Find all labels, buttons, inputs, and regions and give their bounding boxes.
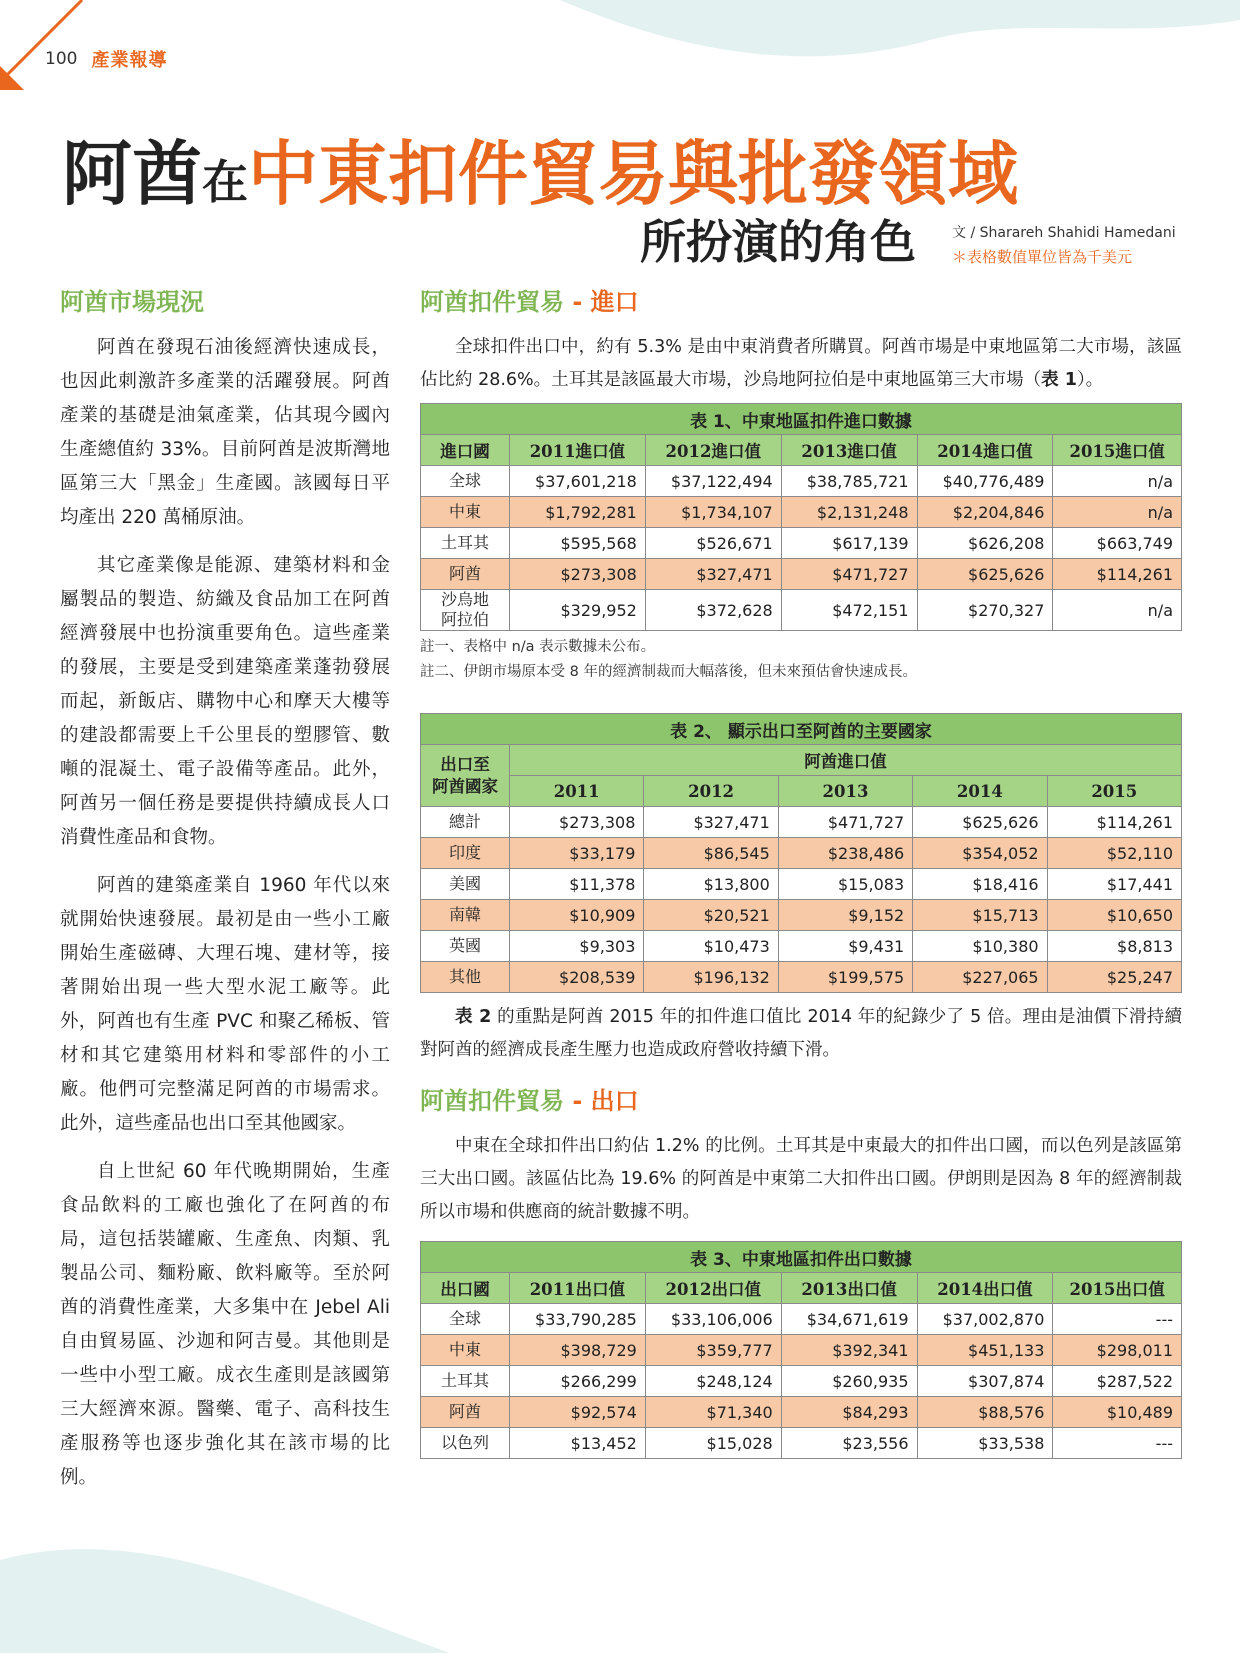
export-heading: [420, 1081, 1182, 1116]
exporters-table-value-cell: $354,052: [913, 838, 1047, 869]
import-table-value-cell: $2,204,846: [917, 497, 1053, 528]
export-table-row: [421, 1428, 1182, 1459]
unit-note: ＊表格數值單位皆為千美元: [952, 248, 1133, 266]
exporters-table-value-cell: $227,065: [913, 962, 1047, 993]
left-paragraph: 阿酋的建築產業自 1960 年代以來就開始快速發展。最初是由一些小工廠開始生產磁磚、大理石塊、建材等，接著開始出現一些大型水泥工廠等。此外，阿酋也有生產 PVC 和聚乙稀板、管材和其它建築用材料和零部件的小工廠。他們可完整滿足阿酋的市場需求。此外，這些產品也出口至其他國家。: [60, 875, 390, 1134]
export-table-country-cell: 中東: [421, 1335, 510, 1366]
exporters-table-value-cell: $238,486: [778, 838, 912, 869]
exporters-table-value-cell: $9,152: [778, 900, 912, 931]
exporters-table-country-cell: 英國: [421, 931, 510, 962]
import-table-value-cell: n/a: [1053, 590, 1182, 631]
export-table-value-cell: $84,293: [781, 1397, 917, 1428]
exporters-table-row: [421, 869, 1182, 900]
exporters-table-year: 2012: [644, 776, 778, 807]
exporters-table-year: 2011: [510, 776, 644, 807]
export-table-row: [421, 1397, 1182, 1428]
export-table-header: 2013出口值: [781, 1273, 917, 1304]
export-table-header: 2011出口值: [510, 1273, 646, 1304]
export-table-country-cell: 以色列: [421, 1428, 510, 1459]
import-paragraph-end: ）。: [1076, 370, 1104, 390]
exporters-table-value-cell: $327,471: [644, 807, 778, 838]
exporters-table: [420, 713, 1182, 993]
export-table-value-cell: $23,556: [781, 1428, 917, 1459]
import-table-value-cell: $37,601,218: [510, 466, 646, 497]
export-table-value-cell: $451,133: [917, 1335, 1053, 1366]
exporters-table-row-header: 出口至 阿酋國家: [421, 745, 510, 807]
import-table-value-cell: n/a: [1053, 497, 1182, 528]
import-table-row: [421, 497, 1182, 528]
import-table-value-cell: $2,131,248: [781, 497, 917, 528]
export-table-value-cell: $260,935: [781, 1366, 917, 1397]
export-table-value-cell: $13,452: [510, 1428, 646, 1459]
exporters-table-value-cell: $10,380: [913, 931, 1047, 962]
exporters-table-body: [421, 807, 1182, 993]
export-table-country-cell: 全球: [421, 1304, 510, 1335]
import-table-value-cell: $114,261: [1053, 559, 1182, 590]
export-table-value-cell: $392,341: [781, 1335, 917, 1366]
exporters-table-value-cell: $273,308: [510, 807, 644, 838]
export-table-value-cell: $307,874: [917, 1366, 1053, 1397]
export-table-header: 2012出口值: [645, 1273, 781, 1304]
exporters-table-row: [421, 838, 1182, 869]
exporters-table-row: [421, 931, 1182, 962]
exporters-table-value-cell: $10,473: [644, 931, 778, 962]
left-paragraph: 其它產業像是能源、建築材料和金屬製品的製造、紡織及食品加工在阿酋經濟發展中也扮演重要角色。這些產業的發展，主要是受到建築產業蓬勃發展而起，新飯店、購物中心和摩天大樓等的建設都需要上千公里長的塑膠管、數噸的混凝土、電子設備等產品。此外，阿酋另一個任務是要提供持續成長人口消費性產品和食物。: [60, 555, 390, 848]
exporters-table-value-cell: $208,539: [510, 962, 644, 993]
import-table-country-cell: 全球: [421, 466, 510, 497]
page-number: 100: [45, 49, 78, 69]
export-table-country-cell: 阿酋: [421, 1397, 510, 1428]
export-table-header: 2015出口值: [1053, 1273, 1182, 1304]
author-byline: 文 / Sharareh Shahidi Hamedani: [952, 225, 1176, 241]
import-table-row: [421, 559, 1182, 590]
exporters-table-value-cell: $199,575: [778, 962, 912, 993]
page-header: [45, 44, 167, 74]
import-heading-suffix: - 進口: [564, 288, 639, 316]
import-table-header: 2013進口值: [781, 435, 917, 466]
import-table-row: [421, 528, 1182, 559]
import-table-value-cell: $663,749: [1053, 528, 1182, 559]
import-table-country-cell: 沙烏地 阿拉伯: [421, 590, 510, 631]
import-table-row: [421, 466, 1182, 497]
import-table-value-cell: $595,568: [510, 528, 646, 559]
export-table-value-cell: $298,011: [1053, 1335, 1182, 1366]
import-table: [420, 403, 1182, 631]
import-table-value-cell: $471,727: [781, 559, 917, 590]
import-table-caption: 表 1、中東地區扣件進口數據: [421, 404, 1182, 435]
export-table-value-cell: $266,299: [510, 1366, 646, 1397]
import-table-value-cell: n/a: [1053, 466, 1182, 497]
exporters-table-value-cell: $20,521: [644, 900, 778, 931]
exporters-table-value-cell: $10,909: [510, 900, 644, 931]
table-note: 註一、表格中 n/a 表示數據未公布。: [420, 639, 656, 655]
export-table-value-cell: $71,340: [645, 1397, 781, 1428]
import-table-value-cell: $626,208: [917, 528, 1053, 559]
exporters-table-value-cell: $8,813: [1047, 931, 1181, 962]
import-table-value-cell: $38,785,721: [781, 466, 917, 497]
left-heading: 阿酋市場現況: [60, 288, 204, 316]
table2-reference: 表 2: [455, 1007, 492, 1027]
export-table-caption: 表 3、中東地區扣件出口數據: [421, 1242, 1182, 1273]
import-table-value-cell: $372,628: [645, 590, 781, 631]
exporters-table-value-cell: $13,800: [644, 869, 778, 900]
import-table-value-cell: $37,122,494: [645, 466, 781, 497]
exporters-table-value-cell: $114,261: [1047, 807, 1181, 838]
left-paragraph: 自上世紀 60 年代晚期開始，生產食品飲料的工廠也強化了在阿酋的布局，這包括裝罐廠、生產魚、肉類、乳製品公司、麵粉廠、飲料廠等。至於阿酋的消費性產業，大多集中在 Jebel Ali 自由貿易區、沙迦和阿吉曼。其他則是一些中小型工廠。成衣生產則是該國第三大經濟來源。醫藥、電子、高科技生產服務等也逐步強化其在該市場的比例。: [60, 1161, 390, 1488]
import-table-header: 2015進口值: [1053, 435, 1182, 466]
exporters-table-value-cell: $86,545: [644, 838, 778, 869]
import-table-value-cell: $270,327: [917, 590, 1053, 631]
export-table-value-cell: $88,576: [917, 1397, 1053, 1428]
import-table-notes: [420, 635, 1182, 685]
import-table-value-cell: $1,734,107: [645, 497, 781, 528]
exporters-table-value-cell: $15,713: [913, 900, 1047, 931]
exporters-table-value-cell: $18,416: [913, 869, 1047, 900]
import-table-header: 進口國: [421, 435, 510, 466]
import-table-value-cell: $40,776,489: [917, 466, 1053, 497]
exporters-table-row: [421, 900, 1182, 931]
exporters-table-country-cell: 美國: [421, 869, 510, 900]
export-table-value-cell: $37,002,870: [917, 1304, 1053, 1335]
export-table: [420, 1241, 1182, 1459]
import-table-value-cell: $329,952: [510, 590, 646, 631]
export-table-row: [421, 1335, 1182, 1366]
export-table-value-cell: $92,574: [510, 1397, 646, 1428]
table2-paragraph: [420, 1001, 1182, 1067]
import-heading-text: 阿酋扣件貿易: [420, 288, 564, 316]
import-table-row: [421, 590, 1182, 631]
export-table-value-cell: $248,124: [645, 1366, 781, 1397]
left-paragraph: 阿酋在發現石油後經濟快速成長，也因此刺激許多產業的活躍發展。阿酋產業的基礎是油氣產業，佔其現今國內生產總值約 33%。目前阿酋是波斯灣地區第三大「黑金」生產國。該國每日平均產出 220 萬桶原油。: [60, 337, 390, 528]
import-table-country-cell: 阿酋: [421, 559, 510, 590]
page-subtitle: 所扮演的角色: [640, 215, 916, 269]
export-table-value-cell: $33,106,006: [645, 1304, 781, 1335]
title-part1: 阿酋: [62, 132, 202, 215]
export-table-value-cell: $33,790,285: [510, 1304, 646, 1335]
export-table-value-cell: $34,671,619: [781, 1304, 917, 1335]
exporters-table-caption: 表 2、 顯示出口至阿酋的主要國家: [421, 714, 1182, 745]
import-table-country-cell: 中東: [421, 497, 510, 528]
export-table-value-cell: $15,028: [645, 1428, 781, 1459]
import-table-header: 2011進口值: [510, 435, 646, 466]
table1-reference: 表 1: [1041, 370, 1077, 390]
exporters-table-value-cell: $10,650: [1047, 900, 1181, 931]
import-table-value-cell: $526,671: [645, 528, 781, 559]
exporters-table-value-cell: $9,431: [778, 931, 912, 962]
import-table-header: 2014進口值: [917, 435, 1053, 466]
import-table-value-cell: $273,308: [510, 559, 646, 590]
export-table-header: 2014出口值: [917, 1273, 1053, 1304]
export-paragraph: 中東在全球扣件出口約佔 1.2% 的比例。土耳其是中東最大的扣件出口國，而以色列是該區第三大出口國。該區佔比為 19.6% 的阿酋是中東第二大扣件出口國。伊朗則是因為 8 年的經濟制裁所以市場和供應商的統計數據不明。: [420, 1136, 1182, 1222]
export-table-header: 出口國: [421, 1273, 510, 1304]
export-table-value-cell: ---: [1053, 1304, 1182, 1335]
section-tag: 產業報導: [91, 50, 168, 71]
import-table-country-cell: 土耳其: [421, 528, 510, 559]
exporters-table-group-header: 阿酋進口值: [510, 745, 1182, 776]
import-table-value-cell: $617,139: [781, 528, 917, 559]
exporters-table-value-cell: $625,626: [913, 807, 1047, 838]
export-table-row: [421, 1304, 1182, 1335]
import-table-value-cell: $327,471: [645, 559, 781, 590]
exporters-table-value-cell: $471,727: [778, 807, 912, 838]
export-table-value-cell: $359,777: [645, 1335, 781, 1366]
export-table-value-cell: $10,489: [1053, 1397, 1182, 1428]
title-part3: 中東扣件貿易與批發領域: [248, 132, 1018, 215]
table-note: 註二、伊朗市場原本受 8 年的經濟制裁而大幅落後，但未來預估會快速成長。: [420, 664, 917, 680]
title-part2: 在: [202, 155, 248, 209]
export-table-value-cell: $33,538: [917, 1428, 1053, 1459]
exporters-table-value-cell: $17,441: [1047, 869, 1181, 900]
export-heading-text: 阿酋扣件貿易: [420, 1087, 564, 1115]
exporters-table-year: 2013: [778, 776, 912, 807]
import-heading: [420, 282, 1182, 317]
exporters-table-year: 2014: [913, 776, 1047, 807]
import-table-value-cell: $1,792,281: [510, 497, 646, 528]
export-heading-suffix: - 出口: [564, 1087, 639, 1115]
export-table-value-cell: $398,729: [510, 1335, 646, 1366]
exporters-table-value-cell: $33,179: [510, 838, 644, 869]
exporters-table-row: [421, 962, 1182, 993]
exporters-table-country-cell: 印度: [421, 838, 510, 869]
exporters-table-value-cell: $15,083: [778, 869, 912, 900]
exporters-table-country-cell: 總計: [421, 807, 510, 838]
exporters-table-value-cell: $52,110: [1047, 838, 1181, 869]
left-column: [60, 282, 390, 1509]
export-table-value-cell: $287,522: [1053, 1366, 1182, 1397]
exporters-table-value-cell: $9,303: [510, 931, 644, 962]
export-table-value-cell: ---: [1053, 1428, 1182, 1459]
import-paragraph: [420, 331, 1182, 397]
right-column: [420, 282, 1182, 1459]
exporters-table-value-cell: $11,378: [510, 869, 644, 900]
exporters-table-country-cell: 南韓: [421, 900, 510, 931]
export-table-row: [421, 1366, 1182, 1397]
import-table-body: [421, 466, 1182, 631]
page-title: [62, 118, 1018, 219]
exporters-table-country-cell: 其他: [421, 962, 510, 993]
import-paragraph-text: 全球扣件出口中，約有 5.3% 是由中東消費者所購買。阿酋市場是中東地區第二大市場，該區佔比約 28.6%。土耳其是該區最大市場，沙烏地阿拉伯是中東地區第三大市場（: [420, 337, 1182, 390]
export-table-country-cell: 土耳其: [421, 1366, 510, 1397]
exporters-table-value-cell: $25,247: [1047, 962, 1181, 993]
import-table-value-cell: $472,151: [781, 590, 917, 631]
export-table-body: [421, 1304, 1182, 1459]
import-table-header: 2012進口值: [645, 435, 781, 466]
exporters-table-year: 2015: [1047, 776, 1181, 807]
import-table-value-cell: $625,626: [917, 559, 1053, 590]
table2-paragraph-text: 的重點是阿酋 2015 年的扣件進口值比 2014 年的紀錄少了 5 倍。理由是油價下滑持續對阿酋的經濟成長產生壓力也造成政府營收持續下滑。: [420, 1007, 1182, 1060]
exporters-table-row: [421, 807, 1182, 838]
exporters-table-value-cell: $196,132: [644, 962, 778, 993]
